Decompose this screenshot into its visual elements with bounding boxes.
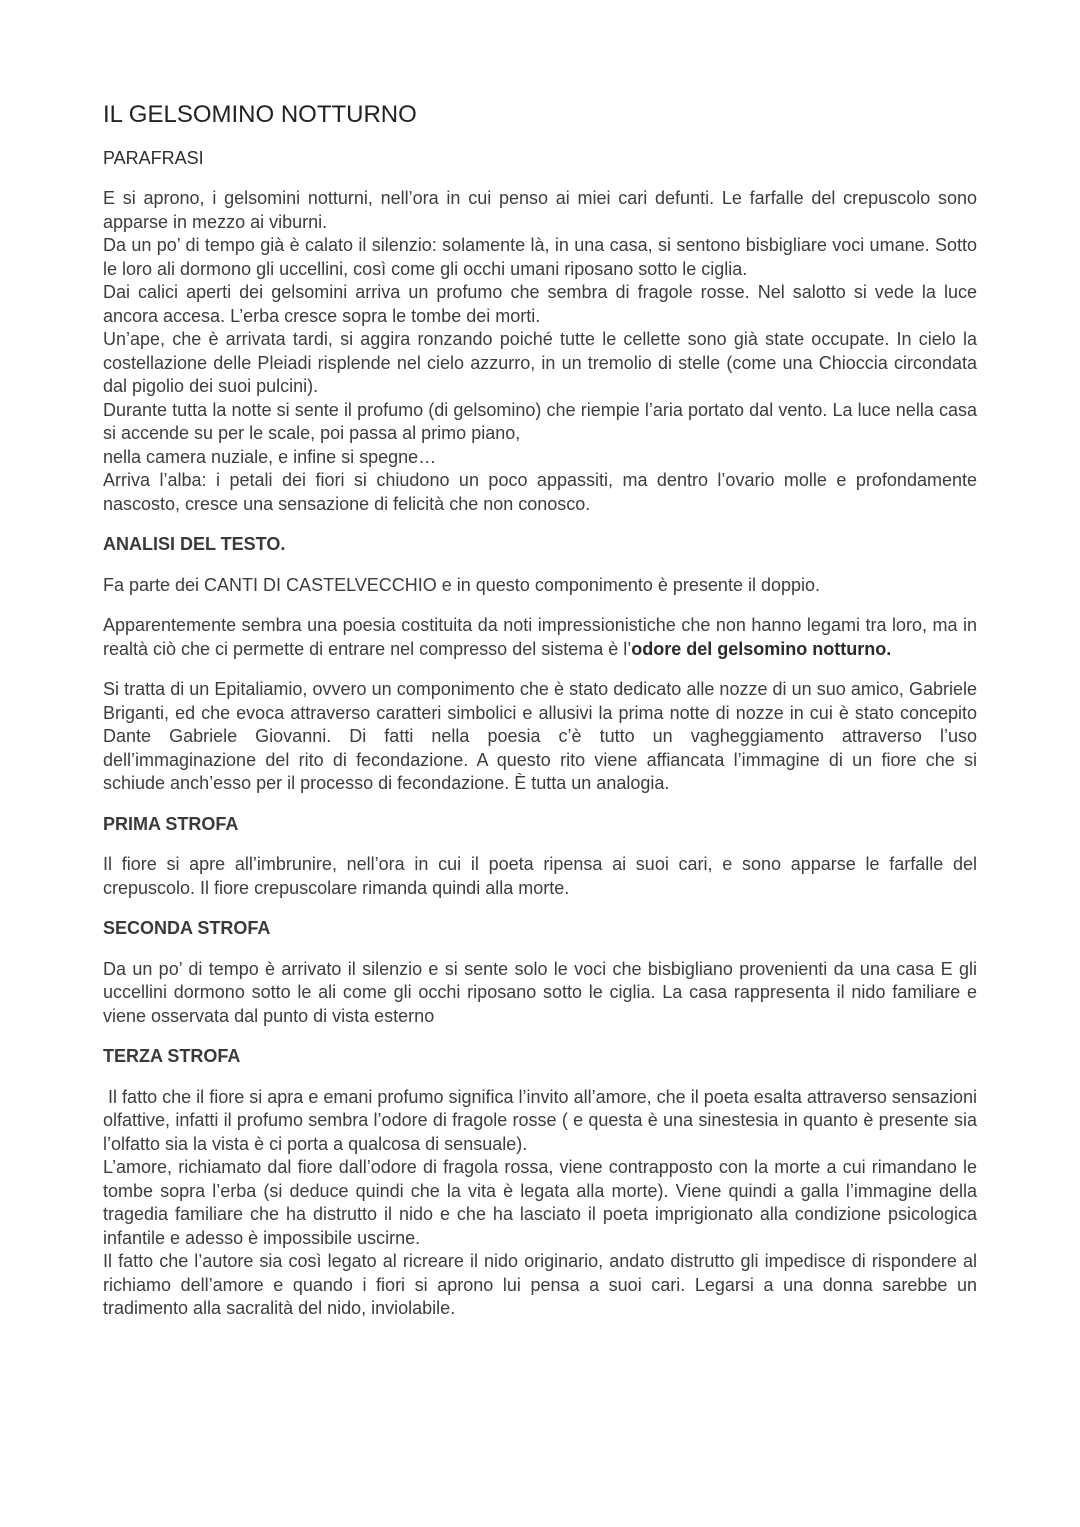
analisi-heading: ANALISI DEL TESTO. [103,534,286,554]
seconda-strofa-heading: SECONDA STROFA [103,918,271,938]
analisi-paragraph [103,614,977,661]
parafrasi-line: nella camera nuziale, e infine si spegne… [103,446,437,467]
analisi-intro: Fa parte dei CANTI DI CASTELVECCHIO e in questo componimento è presente il doppio. [103,574,821,595]
parafrasi-line: Arriva l’alba: i petali dei fiori si chiudono un poco appassiti, ma dentro l’ovario molle e profondamente nascosto, cresce una sensazione di felicità che non conosco. [103,470,977,514]
parafrasi-section [103,187,977,516]
prima-strofa-heading: PRIMA STROFA [103,813,239,834]
analisi-emphasis: odore del gelsomino notturno. [631,638,892,659]
terza-strofa-text: Il fatto che l’autore sia così legato al ricreare il nido originario, andato distrutto gli impedisce di rispondere al richiamo dell’amore e quando i fiori si aprono lui pensa a suoi cari. Legarsi a una donna sarebbe un tradimento alla sacralità del nido, inviolabile. [103,1251,977,1318]
parafrasi-line: Durante tutta la notte si sente il profumo (di gelsomino) che riempie l’aria portato dal vento. La luce nella casa si accende su per le scale, poi passa al primo piano, [103,399,977,443]
parafrasi-line: Dai calici aperti dei gelsomini arriva un profumo che sembra di fragole rosse. Nel salotto si vede la luce ancora accesa. L’erba cresce sopra le tombe dei morti. [103,282,977,326]
parafrasi-line: E si aprono, i gelsomini notturni, nell’ora in cui penso ai miei cari defunti. Le farfalle del crepuscolo sono apparse in mezzo ai viburni. [103,188,977,232]
terza-strofa-text: L’amore, richiamato dal fiore dall’odore di fragola rossa, viene contrapposto con la morte a cui rimandano le tombe sopra l’erba (si deduce quindi che la vita è legata alla morte). Viene quindi a galla l’immagine della tragedia familiare che ha distrutto il nido e che ha lasciato il poeta imprigionato alla condizione psicologica infantile e adesso è impossibile uscirne. [103,1157,977,1248]
seconda-strofa-text: Da un po’ di tempo è arrivato il silenzio e si sente solo le voci che bisbigliano provenienti da una casa E gli uccellini dormono sotto le ali come gli occhi riposano sotto le ciglia. La casa rappresenta il nido familiare e viene osservata dal punto di vista esterno [103,958,977,1026]
parafrasi-heading: PARAFRASI [103,148,204,168]
analisi-paragraph: Si tratta di un Epitaliamio, ovvero un componimento che è stato dedicato alle nozze di un suo amico, Gabriele Briganti, ed che evoca attraverso caratteri simbolici e allusivi la prima notte di nozze in cui è stato concepito Dante Gabriele Giovanni. Di fatti nella poesia c’è tutto un vagheggiamento attraverso l’uso dell’immaginazione del rito di fecondazione. A questo rito viene affiancata l’immagine di un fiore che si schiude anch’esso per il processo di fecondazione. È tutta un analogia. [103,679,977,793]
terza-strofa-heading: TERZA STROFA [103,1046,241,1066]
page-title: IL GELSOMINO NOTTURNO [103,101,417,128]
document-page [103,100,983,1321]
parafrasi-line: Da un po’ di tempo già è calato il silenzio: solamente là, in una casa, si sentono bisbigliare voci umane. Sotto le loro ali dormono gli uccellini, così come gli occhi umani riposano sotto le ciglia. [103,235,977,279]
prima-strofa-text: Il fiore si apre all’imbrunire, nell’ora in cui il poeta ripensa ai suoi cari, e sono apparse le farfalle del crepuscolo. Il fiore crepuscolare rimanda quindi alla morte. [103,854,977,898]
analisi-paragraph-text: Apparentemente sembra una poesia costituita da noti impressionistiche che non hanno legami tra loro, ma in realtà ciò che ci permette di entrare nel compresso del sistema è l’ [103,615,977,659]
terza-strofa-text: Il fatto che il fiore si apra e emani profumo significa l’invito all’amore, che il poeta esalta attraverso sensazioni olfattive, infatti il profumo sembra l’odore di fragole rosse ( e questa è una sinestesia in quanto è presente sia l’olfatto sia la vista è ci porta a qualcosa di sensuale). [103,1086,983,1154]
parafrasi-line: Un’ape, che è arrivata tardi, si aggira ronzando poiché tutte le cellette sono già state occupate. In cielo la costellazione delle Pleiadi risplende nel cielo azzurro, in un tremolio di stelle (come una Chioccia circondata dal pigolio dei suoi pulcini). [103,329,977,396]
